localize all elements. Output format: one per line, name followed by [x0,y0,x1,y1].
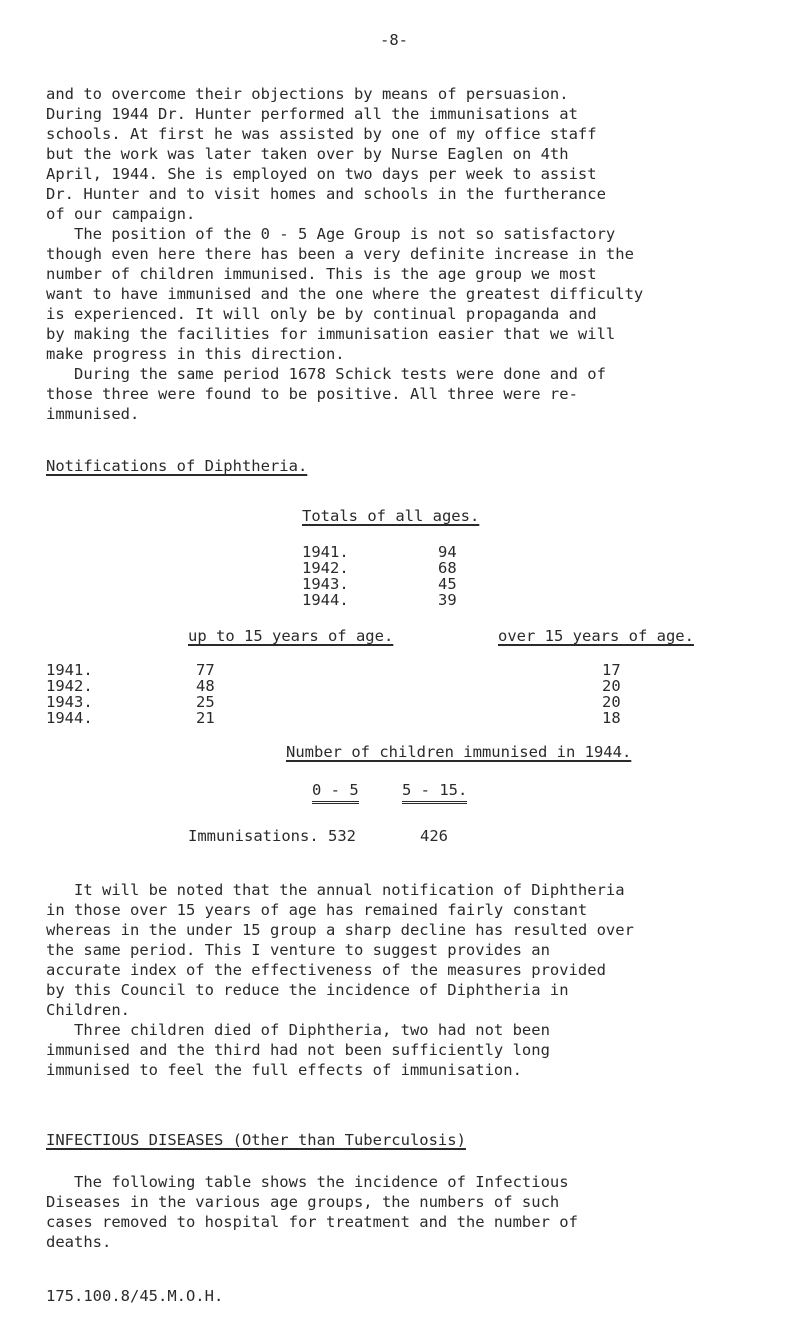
age-split-under: 21 [196,709,215,727]
text-line: want to have immunised and the one where the greatest difficulty [46,285,644,303]
totals-year: 1944. [302,591,349,609]
text-line: though even here there has been a very definite increase in the [46,245,634,263]
text-line: by this Council to reduce the incidence of Diphtheria in [46,981,569,999]
text-line: April, 1944. She is employed on two days per week to assist [46,165,597,183]
age-split-year: 1943. [46,693,93,711]
footer-print-code: 175.100.8/45.M.O.H. [46,1287,224,1305]
immunisations-0-5-value: 532 [328,827,356,845]
age-band-0-5: 0 - 5 [312,780,359,804]
over-15-heading: over 15 years of age. [498,627,694,645]
under-15-heading: up to 15 years of age. [188,627,394,645]
section-heading-infectious-diseases: INFECTIOUS DISEASES (Other than Tuberculosis) [46,1131,466,1149]
section-heading-notifications: Notifications of Diphtheria. [46,457,308,475]
totals-year: 1942. [302,559,349,577]
text-line: The following table shows the incidence of Infectious [46,1173,569,1191]
text-line: in those over 15 years of age has remained fairly constant [46,901,588,919]
text-line: by making the facilities for immunisation easier that we will [46,325,616,343]
age-split-over: 17 [602,661,621,679]
text-line: immunised. [46,405,140,423]
text-line: Children. [46,1001,130,1019]
text-line: deaths. [46,1233,112,1251]
totals-year: 1941. [302,543,349,561]
age-split-under: 25 [196,693,215,711]
text-line: make progress in this direction. [46,345,345,363]
text-line: is experienced. It will only be by continual propaganda and [46,305,597,323]
text-line: immunised and the third had not been sufficiently long [46,1041,550,1059]
totals-value: 94 [438,543,457,561]
text-line: immunised to feel the full effects of immunisation. [46,1061,522,1079]
text-line: During 1944 Dr. Hunter performed all the immunisations at [46,105,578,123]
age-split-under: 48 [196,677,215,695]
text-line: number of children immunised. This is the age group we most [46,265,597,283]
text-line: those three were found to be positive. All three were re- [46,385,578,403]
totals-value: 68 [438,559,457,577]
immunisations-label: Immunisations. [188,827,319,845]
text-line: Three children died of Diphtheria, two had not been [46,1021,550,1039]
age-split-year: 1944. [46,709,93,727]
totals-value: 39 [438,591,457,609]
text-line: but the work was later taken over by Nurse Eaglen on 4th [46,145,569,163]
age-split-over: 18 [602,709,621,727]
age-split-year: 1941. [46,661,93,679]
immunisations-5-15-value: 426 [420,827,448,845]
totals-year: 1943. [302,575,349,593]
text-line: cases removed to hospital for treatment and the number of [46,1213,578,1231]
age-split-under: 77 [196,661,215,679]
text-line: of our campaign. [46,205,196,223]
text-line: the same period. This I venture to suggest provides an [46,941,550,959]
text-line: schools. At first he was assisted by one of my office staff [46,125,597,143]
age-split-over: 20 [602,693,621,711]
page-number: -8- [380,31,408,49]
text-line: and to overcome their objections by means of persuasion. [46,85,569,103]
text-line: accurate index of the effectiveness of the measures provided [46,961,606,979]
age-split-year: 1942. [46,677,93,695]
totals-heading: Totals of all ages. [302,507,480,525]
totals-value: 45 [438,575,457,593]
text-line: whereas in the under 15 group a sharp decline has resulted over [46,921,634,939]
age-band-5-15: 5 - 15. [402,780,467,804]
text-line: Diseases in the various age groups, the numbers of such [46,1193,560,1211]
text-line: Dr. Hunter and to visit homes and schools in the furtherance [46,185,606,203]
text-line: During the same period 1678 Schick tests were done and of [46,365,606,383]
text-line: The position of the 0 - 5 Age Group is not so satisfactory [46,225,616,243]
text-line: It will be noted that the annual notification of Diphtheria [46,881,625,899]
age-split-over: 20 [602,677,621,695]
immunised-heading: Number of children immunised in 1944. [286,743,632,761]
